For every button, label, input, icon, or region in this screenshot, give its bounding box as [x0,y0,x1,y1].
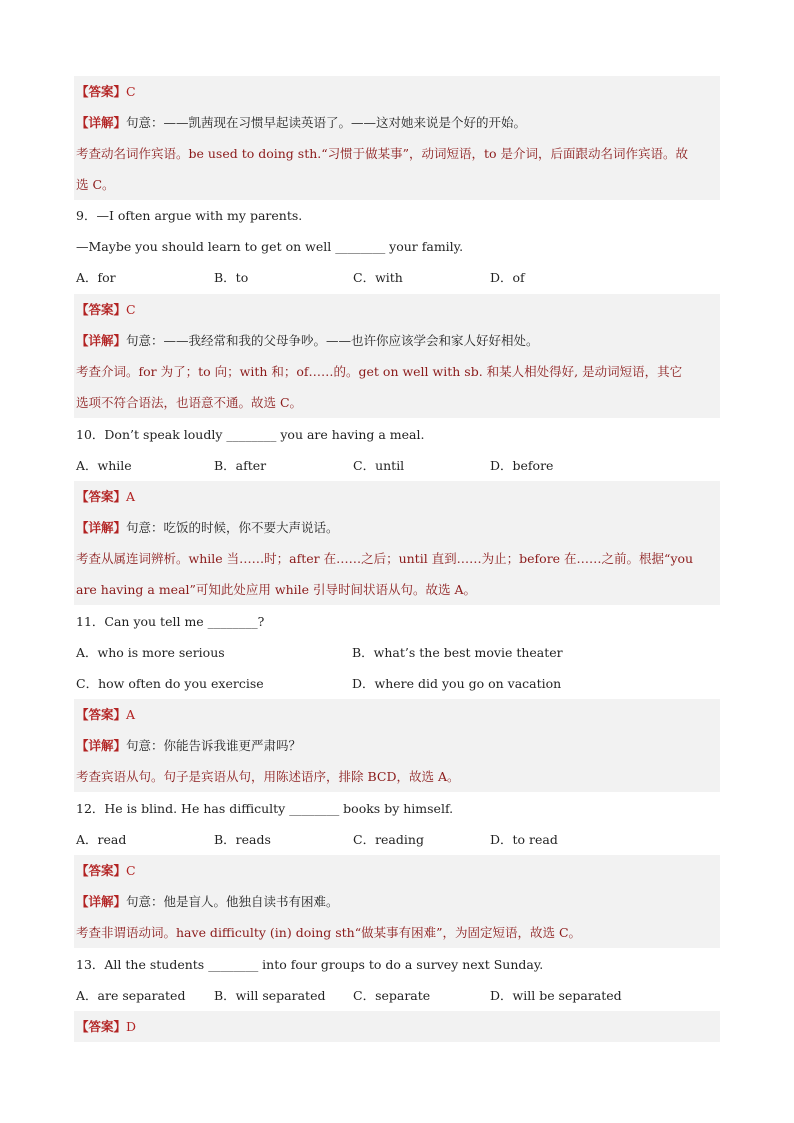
options-row [74,668,720,699]
detail-row [74,730,720,761]
answer-row [74,294,720,325]
option-d: D．before [490,458,554,473]
options-row [74,824,720,855]
detail-row [74,325,720,356]
options-row [74,262,720,293]
question-stem: 10．Don’t speak loudly ________ you are having a meal. [76,427,425,442]
detail-row [74,886,720,917]
option-c: C．with [353,270,403,285]
answer-value: C [126,84,136,99]
analysis-line: 考查动名词作宾语。be used to doing sth.“习惯于做某事”，动词短语，to 是介词，后面跟动名词作宾语。故 [74,138,720,169]
option-d: D．will be separated [490,988,622,1003]
option-a: A．while [76,458,132,473]
detail-tag: 【详解】 [76,115,127,130]
answer-row [74,76,720,107]
detail-tag: 【详解】 [76,738,127,753]
translation-text: 句意：吃饭的时候，你不要大声说话。 [126,520,339,535]
answer-tag: 【答案】 [76,707,127,722]
option-a: A．who is more serious [76,645,225,660]
answer-tag: 【答案】 [76,1019,127,1034]
option-d: D．where did you go on vacation [352,676,562,691]
option-d: D．of [490,270,525,285]
option-b: B．to [214,270,249,285]
options-row [74,450,720,481]
analysis-line: 考查从属连词辨析。while 当……时；after 在……之后；until 直到……为止；before 在……之前。根据“you [74,543,720,574]
detail-tag: 【详解】 [76,333,127,348]
analysis-line: 考查介词。for 为了；to 向；with 和；of……的。get on well with sb. 和某人相处得好, 是动词短语，其它 [74,356,720,387]
options-row [74,637,720,668]
translation-text: 句意：——我经常和我的父母争吵。——也许你应该学会和家人好好相处。 [126,333,539,348]
option-c: C．until [353,458,405,473]
analysis-line: 考查非谓语动词。have difficulty (in) doing sth“做某事有困难”，为固定短语，故选 C。 [74,917,720,948]
answer-tag: 【答案】 [76,863,127,878]
option-b: B．reads [214,832,271,847]
analysis-line: are having a meal”可知此处应用 while 引导时间状语从句。故选 A。 [74,574,720,605]
analysis-line: 选项不符合语法，也语意不通。故选 C。 [74,387,720,418]
detail-tag: 【详解】 [76,894,127,909]
analysis-line: 选 C。 [74,169,720,200]
option-d: D．to read [490,832,558,847]
translation-text: 句意：你能告诉我谁更严肃吗？ [126,738,302,753]
option-c: C．how often do you exercise [76,676,264,691]
question-stem: 13．All the students ________ into four groups to do a survey next Sunday. [76,957,544,972]
option-c: C．separate [353,988,431,1003]
option-b: B．will separated [214,988,326,1003]
question-stem: 11．Can you tell me ________? [76,614,265,629]
answer-value: A [126,489,136,504]
answer-row [74,855,720,886]
question-stem: 9．—I often argue with my parents. [76,208,303,223]
answer-row [74,1011,720,1042]
analysis-line: 考查宾语从句。句子是宾语从句，用陈述语序，排除 BCD，故选 A。 [74,761,720,792]
answer-row [74,699,720,730]
answer-tag: 【答案】 [76,489,127,504]
answer-value: D [126,1019,137,1034]
answer-tag: 【答案】 [76,302,127,317]
options-row [74,980,720,1011]
option-a: A．are separated [76,988,186,1003]
question-stem: —Maybe you should learn to get on well ________ your family. [76,239,464,254]
detail-row [74,512,720,543]
translation-text: 句意：——凯茜现在习惯早起读英语了。——这对她来说是个好的开始。 [126,115,527,130]
answer-value: C [126,863,136,878]
answer-value: A [126,707,136,722]
detail-row [74,107,720,138]
option-b: B．after [214,458,267,473]
answer-value: C [126,302,136,317]
answer-tag: 【答案】 [76,84,127,99]
option-a: A．for [76,270,116,285]
option-a: A．read [76,832,127,847]
answer-row [74,481,720,512]
option-c: C．reading [353,832,424,847]
detail-tag: 【详解】 [76,520,127,535]
translation-text: 句意：他是盲人。他独自读书有困难。 [126,894,339,909]
question-stem: 12．He is blind. He has difficulty ________ books by himself. [76,801,454,816]
option-b: B．what’s the best movie theater [352,645,563,660]
